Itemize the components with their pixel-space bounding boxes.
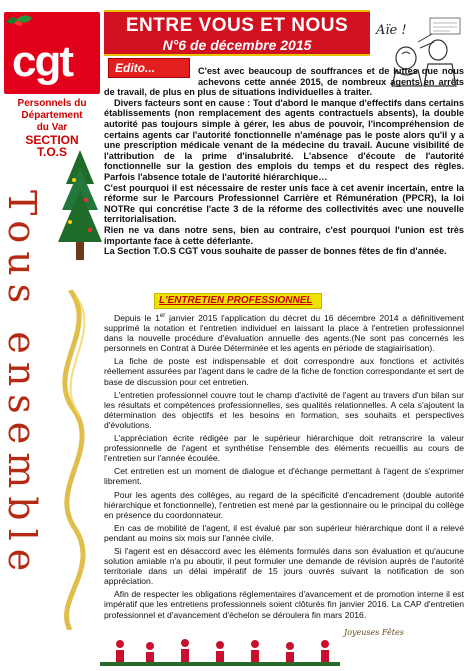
organisation-name xyxy=(4,98,100,134)
body-paragraph: L'entretien professionnel couvre tout le champ d'activité de l'agent au travers d'un bilan sur les résultats et compétences professionnelles, ses qualités relationnelles. A cela s'ajoutent la détermination des objectifs et les besoins en formation, ses souhaits et perspectives d'évolutions. xyxy=(104,389,464,430)
body-paragraph: Pour les agents des collèges, au regard de la spécificité d'encadrement (double autorité hiérarchique et fonctionnelle), l'entretien est mené par la gestionnaire ou le principal du collège en présence du coordonnateur. xyxy=(104,489,464,520)
body-paragraph: Afin de respecter les obligations réglementaires d'avancement et de promotion interne il est impératif que les entretiens professionnels soient clôturés fin janvier 2016. La CAP d'entretien professionnel et d'avancement d'échelon se déroulera fin mars 2016. xyxy=(104,589,464,620)
body-paragraph: Cet entretien est un moment de dialogue et d'échange permettant à l'agent de s'exprimer librement. xyxy=(104,466,464,487)
edito-paragraph: La Section T.O.S CGT vous souhaite de passer de bonnes fêtes de fin d'année. xyxy=(104,246,447,257)
left-column xyxy=(0,0,104,671)
body-paragraph: L'appréciation écrite rédigée par le supérieur hiérarchique doit retranscrire la valeur professionnelle de l'agent et synthétise l'ensemble des éléments recueillis au cours de l'entretien sur l'année écoulée. xyxy=(104,433,464,464)
logo-text: cgt xyxy=(12,37,72,86)
cgt-logo xyxy=(4,12,100,94)
body-paragraph: En cas de mobilité de l'agent, il est évalué par son supérieur hiérarchique dont il a relevé pendant au moins six mois sur l'année civile. xyxy=(104,522,464,543)
vertical-slogan: Tous ensemble xyxy=(0,190,44,580)
org-line: du Var xyxy=(36,122,68,133)
section-line: SECTION xyxy=(25,133,79,147)
edito-paragraph: Rien ne va dans notre sens, bien au contraire, c'est pourquoi l'union est très importante face à cette déferlante. xyxy=(104,224,464,246)
body-paragraph: Si l'agent est en désaccord avec les éléments formulés dans son évaluation et qu'aucune solution amiable n'a pu aboutir, il peut formuler une demande de révision auprès de l'autorité territoriale dans un délai impératif de 15 jours ouvrés suivant la notification de son appréciation. xyxy=(104,545,464,587)
p1-start: Depuis le 1 xyxy=(114,313,160,323)
body-paragraph xyxy=(104,313,464,353)
org-line: Département xyxy=(21,110,83,121)
edito-paragraph: C'est pourquoi il est nécessaire de rester unis face à cet avenir incertain, entre la réforme sur le Parcours Professionnel Carrière et Rémunération (PPCR), la loi NOTRe qui concrétise l'acte 3 de la réforme des collectivités avec une nouvelle territorialisation. xyxy=(104,182,464,225)
gold-ribbon-decoration xyxy=(40,290,104,630)
p1-sup: er xyxy=(159,313,166,320)
section-line: T.O.S xyxy=(36,145,67,159)
edito-spacer xyxy=(104,66,198,80)
issue-subtitle: N°6 de décembre 2015 xyxy=(162,37,312,53)
p1-rest: janvier 2015 l'application du décret du 16 décembre 2014 a définitivement supprimé la notation et l'entretien individuel en laissant la place à l'entretien professionnel dans la nouvelle procédure d'évaluation annuelle des agents.(Ne sont pas concernés les personnels en Contrat à Durée Déterminée et les agents en période de stagiairisation). xyxy=(104,313,464,354)
org-line: Personnels du xyxy=(17,98,87,109)
edito-body xyxy=(104,66,464,257)
edito-paragraph: C'est avec beaucoup de souffrances et de luttes que nous achevons cette année 2015, de nombreux agents en arrêts de travail, de plus en plus de situations individuelles à traiter. xyxy=(104,66,464,98)
edito-label-text: Edito... xyxy=(115,61,155,75)
section-heading-entretien xyxy=(154,293,322,309)
signature: Joyeuses Fêtes xyxy=(344,628,404,637)
christmas-tree-icon xyxy=(58,150,102,270)
section-heading-text: L'ENTRETIEN PROFESSIONNEL xyxy=(159,295,313,306)
body-paragraph: La fiche de poste est indispensable et doit correspondre aux fonctions et activités réellement assurées par l'agent dans le cadre de la fiche de fonction correspondante et sert de base de discussion pour cet entretien. xyxy=(104,356,464,387)
edito-paragraph: Divers facteurs sont en cause : Tout d'abord le manque d'effectifs dans certains établissements (non remplacement des agents contractuels absents), la double autorité pas toujours simple à gérer, les abus de pouvoir, l'incompréhension de certains agents car l'autorité fonctionnelle n'aménage pas le poste alors qu'il y a une prescription médicale venant de la médecine du travail. Aucune visibilité de l'attribution de la prime d'insalubrité. L'absence d'écoute de l'autorité fonctionnelle sur la gestion des emplois du temps et du respect des règles. Parfois l'absence totale de l'autorité hiérarchique… xyxy=(104,97,464,182)
christmas-characters-footer xyxy=(0,634,471,671)
cartoon-exclamation: Aïe ! xyxy=(376,23,407,38)
entretien-body xyxy=(104,313,464,623)
newsletter-title: ENTRE VOUS ET NOUS xyxy=(125,15,349,36)
vertical-slogan-wrap xyxy=(0,190,46,650)
header-banner xyxy=(104,10,370,56)
holly-icon xyxy=(4,12,34,32)
